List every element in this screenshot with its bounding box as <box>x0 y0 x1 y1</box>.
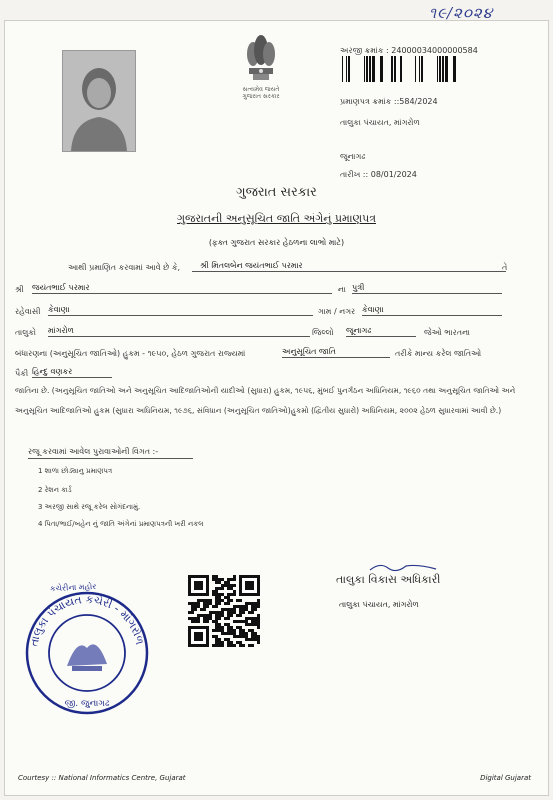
footer-brand: Digital Gujarat <box>480 774 531 782</box>
office-seal <box>22 588 152 718</box>
document-item-1: 1 શાળા છોડ્યાનુ પ્રમાણપત્ર <box>38 467 113 475</box>
qr-code <box>188 575 260 647</box>
signatory-title: તાલુકા વિકાસ અધિકારી <box>336 573 441 586</box>
applicant-photo <box>62 50 136 152</box>
documents-heading: રજૂ કરવામાં આવેલ પુરાવાઓની વિગત :- <box>28 447 193 459</box>
seal-heading: કચેરીના મહોર <box>49 581 97 594</box>
handwritten-reference: ૧૯/૨૦૨૪ <box>428 4 493 22</box>
document-item-4: 4 પિતા/ભાઈ/બહેન નું જાતિ અંગેનાં પ્રમાણપત્રની ખરી નકલ <box>38 520 204 528</box>
caste-name: હિન્દુ વણકર <box>32 367 112 378</box>
resident-label: રહેવાસી <box>15 307 41 316</box>
certify-label: આથી પ્રમાણિત કરવામાં આવે છે કે, <box>68 263 181 272</box>
district-label: જિલ્લો <box>312 328 334 337</box>
taluka-value: માંગરોળ <box>48 326 310 337</box>
footer-courtesy: Courtesy :: National Informatics Centre, Gujarat <box>18 774 186 782</box>
row4-suffix: જેઓ ભારતના <box>424 328 471 337</box>
certificate-subtitle: (ફક્ત ગુજરાત સરકાર હેઠળના લાભો માટે) <box>208 238 345 247</box>
of-label: ના <box>338 285 346 294</box>
signature-stroke <box>368 560 438 574</box>
government-title: ગુજરાત સરકાર <box>236 185 317 200</box>
legal-paragraph: જાતિના છે. (અનુસૂચિત જાતિઓ અને અનુસૂચિત આદિજાતિઓની યાદીઓ (સુધારા) હુકમ, ૧૯૫૬, મુંબઈ પુનર્ગઠન અધિનિયમ, ૧૯૬૦ તથા અનુસૂચિત જાતિઓ અને અનુસૂચિત આદિજાતિઓ હુકમ (સુધારા અધિનિયમ, ૧૯૭૬, સંવિધાન (અનુસૂચિત જાતિઓ)હુકમો (દ્વિતીય સુધારો) અધિનિયમ, ૨૦૦૨ હેઠળ સુધારવામાં આવી છે.) <box>15 386 516 415</box>
caste-category: અનુસૂચિત જાતિ <box>282 347 390 358</box>
row1-suffix: તે <box>502 263 508 272</box>
application-number: અરજી ક્રમાંક : 24000034000000584 <box>340 46 478 55</box>
lion-capital-icon <box>241 32 281 82</box>
signatory-office: તાલુકા પંચાયત, માંગરોળ <box>339 600 419 609</box>
certificate-title: ગુજરાતની અનુસૂચિત જાતિ અંગેનું પ્રમાણપત્ર <box>176 212 377 225</box>
constitution-label: બંધારણના (અનુસૂચિત જાતિઓ) હુકમ - ૧૯૫૦, હેઠળ ગુજરાત રાજ્યમાં <box>15 349 246 358</box>
issuing-office-top: તાલુકા પંચાયત, માંગરોળ <box>340 118 420 127</box>
father-prefix: શ્રી <box>15 285 24 294</box>
barcode <box>340 56 460 82</box>
village-value: કેવાણા <box>362 305 502 316</box>
issue-date: તારીખ :: 08/01/2024 <box>340 170 417 179</box>
among-label: પૈકી <box>15 369 29 378</box>
father-name: જયંતભાઈ પરમાર <box>32 283 332 294</box>
row5-suffix: તરીકે માન્ય કરેલ જાતિઓ <box>395 349 482 358</box>
relation: પુત્રી <box>352 283 502 294</box>
emblem-govt: ગુજરાત સરકાર <box>242 93 280 100</box>
resident-value: કેવાણા <box>48 305 313 316</box>
document-item-2: 2 રેશન કાર્ડ <box>38 486 72 494</box>
national-emblem <box>236 32 286 104</box>
applicant-name: શ્રી મિતલબેન જયંતભાઈ પરમાર <box>192 261 506 272</box>
svg-text:તાલુકા પંચાયત કચેરી - માંગરોળ: તાલુકા પંચાયત કચેરી - માંગરોળ <box>27 592 147 648</box>
svg-text:જી. જુનાગઢ: જી. જુનાગઢ <box>64 699 110 709</box>
district-value: જૂનાગઢ <box>346 326 416 337</box>
taluka-label: તાલુકો <box>15 328 36 337</box>
document-item-3: 3 અરજી સાથે રજૂ કરેલ સોગંદનામું. <box>38 503 141 511</box>
emblem-motto: સત્યમેવ જયતે <box>242 86 280 93</box>
village-label: ગામ / નગર <box>318 307 356 316</box>
certificate-number: પ્રમાણપત્ર ક્રમાંક ::584/2024 <box>340 97 438 106</box>
place: જૂનાગઢ <box>340 152 366 161</box>
